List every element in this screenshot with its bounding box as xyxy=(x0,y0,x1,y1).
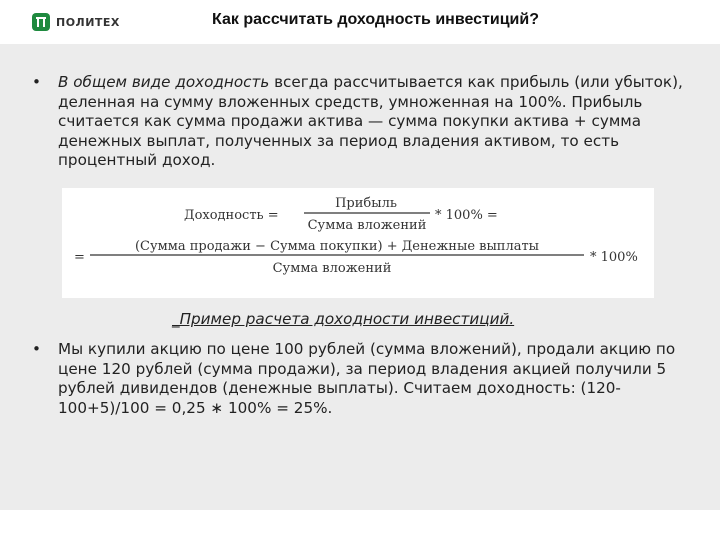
definition-italic: В общем виде доходность xyxy=(58,73,270,91)
example-text: Мы купили акцию по цене 100 рублей (сумма вложений), продали акцию по цене 120 рублей (сумма продажи), за период владения акцией получили 5 рублей дивидендов (денежные выплаты). Считаем доходность: (120-100+5)/100 = 0,25 ∗ 100% = 25%. xyxy=(58,340,676,417)
formula-num2: (Сумма продажи − Сумма покупки) + Денежные выплаты xyxy=(134,239,540,254)
formula-den1: Сумма вложений xyxy=(307,218,427,233)
logo xyxy=(32,11,120,33)
formula-num1: Прибыль xyxy=(335,196,397,211)
formula-mult2: * 100% xyxy=(590,250,638,265)
formula-mult1: * 100% = xyxy=(435,208,498,223)
bullet-example xyxy=(32,340,702,418)
bullet-definition xyxy=(32,73,702,171)
bullet-dot: • xyxy=(32,73,41,91)
formula-image xyxy=(62,188,654,298)
formula-lhs: Доходность = xyxy=(184,208,279,223)
formula-eq2: = xyxy=(74,250,85,265)
logo-mark-icon xyxy=(32,13,50,31)
bullet-dot: • xyxy=(32,340,41,358)
formula-den2: Сумма вложений xyxy=(272,261,392,276)
slide-title: Как рассчитать доходность инвестиций? xyxy=(212,11,539,28)
header xyxy=(0,0,720,44)
formula-caption: _Пример расчета доходности инвестиций. xyxy=(172,310,515,328)
definition-text: всегда рассчитывается как прибыль (или убыток), деленная на сумму вложенных средств, умноженная на 100%. Прибыль считается как сумма продажи актива — сумма покупки актива + сумма денежных выплат, полученных за период владения активом, то есть процентный доход. xyxy=(58,73,683,169)
logo-text: ПОЛИТЕХ xyxy=(56,15,120,29)
bottom-strip xyxy=(0,510,720,540)
